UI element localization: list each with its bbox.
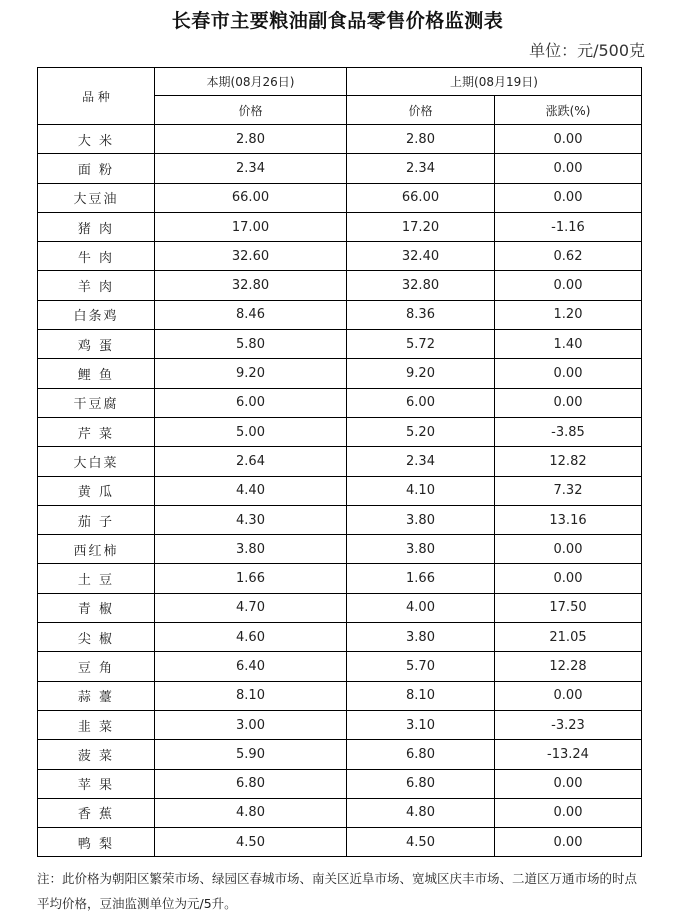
previous-price-cell: 4.50 — [347, 828, 495, 857]
current-price-cell: 4.80 — [155, 798, 347, 827]
previous-price-cell: 5.70 — [347, 652, 495, 681]
header-current-price: 价格 — [155, 96, 347, 125]
item-name-cell: 白条鸡 — [38, 300, 155, 329]
table-row — [38, 212, 642, 241]
current-price-cell: 3.00 — [155, 710, 347, 739]
current-price-cell: 32.60 — [155, 242, 347, 271]
table-row — [38, 623, 642, 652]
current-price-cell: 1.66 — [155, 564, 347, 593]
current-price-cell: 4.40 — [155, 476, 347, 505]
current-price-cell: 9.20 — [155, 359, 347, 388]
change-percent-cell: 13.16 — [495, 505, 642, 534]
change-percent-cell: 0.00 — [495, 564, 642, 593]
change-percent-cell: 21.05 — [495, 623, 642, 652]
change-percent-cell: 0.00 — [495, 681, 642, 710]
item-name-cell: 猪 肉 — [38, 212, 155, 241]
change-percent-cell: 0.00 — [495, 535, 642, 564]
table-row — [38, 564, 642, 593]
item-name-cell: 豆 角 — [38, 652, 155, 681]
table-row — [38, 125, 642, 154]
change-percent-cell: 0.62 — [495, 242, 642, 271]
current-price-cell: 17.00 — [155, 212, 347, 241]
current-price-cell: 4.60 — [155, 623, 347, 652]
change-percent-cell: -1.16 — [495, 212, 642, 241]
current-price-cell: 2.64 — [155, 447, 347, 476]
item-name-cell: 蒜 薹 — [38, 681, 155, 710]
current-price-cell: 4.70 — [155, 593, 347, 622]
table-row — [38, 476, 642, 505]
change-percent-cell: 12.82 — [495, 447, 642, 476]
change-percent-cell: -13.24 — [495, 740, 642, 769]
change-percent-cell: 1.20 — [495, 300, 642, 329]
header-current-period: 本期(08月26日) — [155, 68, 347, 96]
table-body — [38, 125, 642, 857]
previous-price-cell: 3.80 — [347, 623, 495, 652]
header-variety: 品 种 — [38, 68, 155, 125]
current-price-cell: 8.10 — [155, 681, 347, 710]
previous-price-cell: 3.80 — [347, 535, 495, 564]
item-name-cell: 茄 子 — [38, 505, 155, 534]
current-price-cell: 4.50 — [155, 828, 347, 857]
change-percent-cell: -3.23 — [495, 710, 642, 739]
change-percent-cell: 0.00 — [495, 359, 642, 388]
item-name-cell: 大 米 — [38, 125, 155, 154]
table-row — [38, 740, 642, 769]
change-percent-cell: 0.00 — [495, 388, 642, 417]
table-row — [38, 447, 642, 476]
change-percent-cell: 0.00 — [495, 125, 642, 154]
previous-price-cell: 9.20 — [347, 359, 495, 388]
change-percent-cell: 0.00 — [495, 769, 642, 798]
previous-price-cell: 4.00 — [347, 593, 495, 622]
previous-price-cell: 4.10 — [347, 476, 495, 505]
item-name-cell: 芹 菜 — [38, 417, 155, 446]
table-row — [38, 769, 642, 798]
item-name-cell: 黄 瓜 — [38, 476, 155, 505]
table-row — [38, 330, 642, 359]
header-previous-price: 价格 — [347, 96, 495, 125]
item-name-cell: 鸭 梨 — [38, 828, 155, 857]
item-name-cell: 尖 椒 — [38, 623, 155, 652]
change-percent-cell: 12.28 — [495, 652, 642, 681]
item-name-cell: 牛 肉 — [38, 242, 155, 271]
table-row — [38, 271, 642, 300]
previous-price-cell: 2.34 — [347, 447, 495, 476]
current-price-cell: 2.34 — [155, 154, 347, 183]
price-table — [37, 67, 642, 857]
header-previous-period: 上期(08月19日) — [347, 68, 642, 96]
current-price-cell: 2.80 — [155, 125, 347, 154]
header-row-periods — [38, 68, 642, 96]
previous-price-cell: 2.80 — [347, 125, 495, 154]
item-name-cell: 土 豆 — [38, 564, 155, 593]
previous-price-cell: 5.20 — [347, 417, 495, 446]
table-row — [38, 535, 642, 564]
change-percent-cell: 0.00 — [495, 183, 642, 212]
page-title: 长春市主要粮油副食品零售价格监测表 — [171, 10, 504, 32]
table-row — [38, 593, 642, 622]
change-percent-cell: 17.50 — [495, 593, 642, 622]
unit-label: 单位：元/500克 — [529, 41, 645, 60]
change-percent-cell: 0.00 — [495, 798, 642, 827]
current-price-cell: 6.80 — [155, 769, 347, 798]
previous-price-cell: 32.40 — [347, 242, 495, 271]
change-percent-cell: 0.00 — [495, 271, 642, 300]
table-row — [38, 505, 642, 534]
item-name-cell: 香 蕉 — [38, 798, 155, 827]
table-row — [38, 417, 642, 446]
previous-price-cell: 1.66 — [347, 564, 495, 593]
previous-price-cell: 8.36 — [347, 300, 495, 329]
previous-price-cell: 6.80 — [347, 740, 495, 769]
table-row — [38, 798, 642, 827]
table-row — [38, 710, 642, 739]
footnote: 注：此价格为朝阳区繁荣市场、绿园区春城市场、南关区近阜市场、宽城区庆丰市场、二道区万通市场的时点平均价格，豆油监测单位为元/5升。 — [37, 871, 638, 911]
previous-price-cell: 6.00 — [347, 388, 495, 417]
previous-price-cell: 5.72 — [347, 330, 495, 359]
previous-price-cell: 66.00 — [347, 183, 495, 212]
current-price-cell: 5.80 — [155, 330, 347, 359]
change-percent-cell: -3.85 — [495, 417, 642, 446]
item-name-cell: 干豆腐 — [38, 388, 155, 417]
previous-price-cell: 8.10 — [347, 681, 495, 710]
item-name-cell: 羊 肉 — [38, 271, 155, 300]
previous-price-cell: 3.10 — [347, 710, 495, 739]
table-row — [38, 652, 642, 681]
current-price-cell: 3.80 — [155, 535, 347, 564]
current-price-cell: 5.00 — [155, 417, 347, 446]
change-percent-cell: 0.00 — [495, 154, 642, 183]
item-name-cell: 面 粉 — [38, 154, 155, 183]
previous-price-cell: 2.34 — [347, 154, 495, 183]
previous-price-cell: 32.80 — [347, 271, 495, 300]
item-name-cell: 鲤 鱼 — [38, 359, 155, 388]
previous-price-cell: 6.80 — [347, 769, 495, 798]
item-name-cell: 青 椒 — [38, 593, 155, 622]
table-row — [38, 388, 642, 417]
table-row — [38, 183, 642, 212]
item-name-cell: 鸡 蛋 — [38, 330, 155, 359]
current-price-cell: 5.90 — [155, 740, 347, 769]
change-percent-cell: 0.00 — [495, 828, 642, 857]
table-row — [38, 359, 642, 388]
item-name-cell: 菠 菜 — [38, 740, 155, 769]
header-change: 涨跌(%) — [495, 96, 642, 125]
current-price-cell: 66.00 — [155, 183, 347, 212]
table-row — [38, 828, 642, 857]
current-price-cell: 6.40 — [155, 652, 347, 681]
item-name-cell: 韭 菜 — [38, 710, 155, 739]
current-price-cell: 32.80 — [155, 271, 347, 300]
previous-price-cell: 3.80 — [347, 505, 495, 534]
item-name-cell: 大白菜 — [38, 447, 155, 476]
previous-price-cell: 4.80 — [347, 798, 495, 827]
table-row — [38, 154, 642, 183]
table-row — [38, 242, 642, 271]
change-percent-cell: 1.40 — [495, 330, 642, 359]
current-price-cell: 4.30 — [155, 505, 347, 534]
previous-price-cell: 17.20 — [347, 212, 495, 241]
table-row — [38, 681, 642, 710]
table-row — [38, 300, 642, 329]
current-price-cell: 8.46 — [155, 300, 347, 329]
item-name-cell: 西红柿 — [38, 535, 155, 564]
item-name-cell: 大豆油 — [38, 183, 155, 212]
item-name-cell: 苹 果 — [38, 769, 155, 798]
current-price-cell: 6.00 — [155, 388, 347, 417]
change-percent-cell: 7.32 — [495, 476, 642, 505]
